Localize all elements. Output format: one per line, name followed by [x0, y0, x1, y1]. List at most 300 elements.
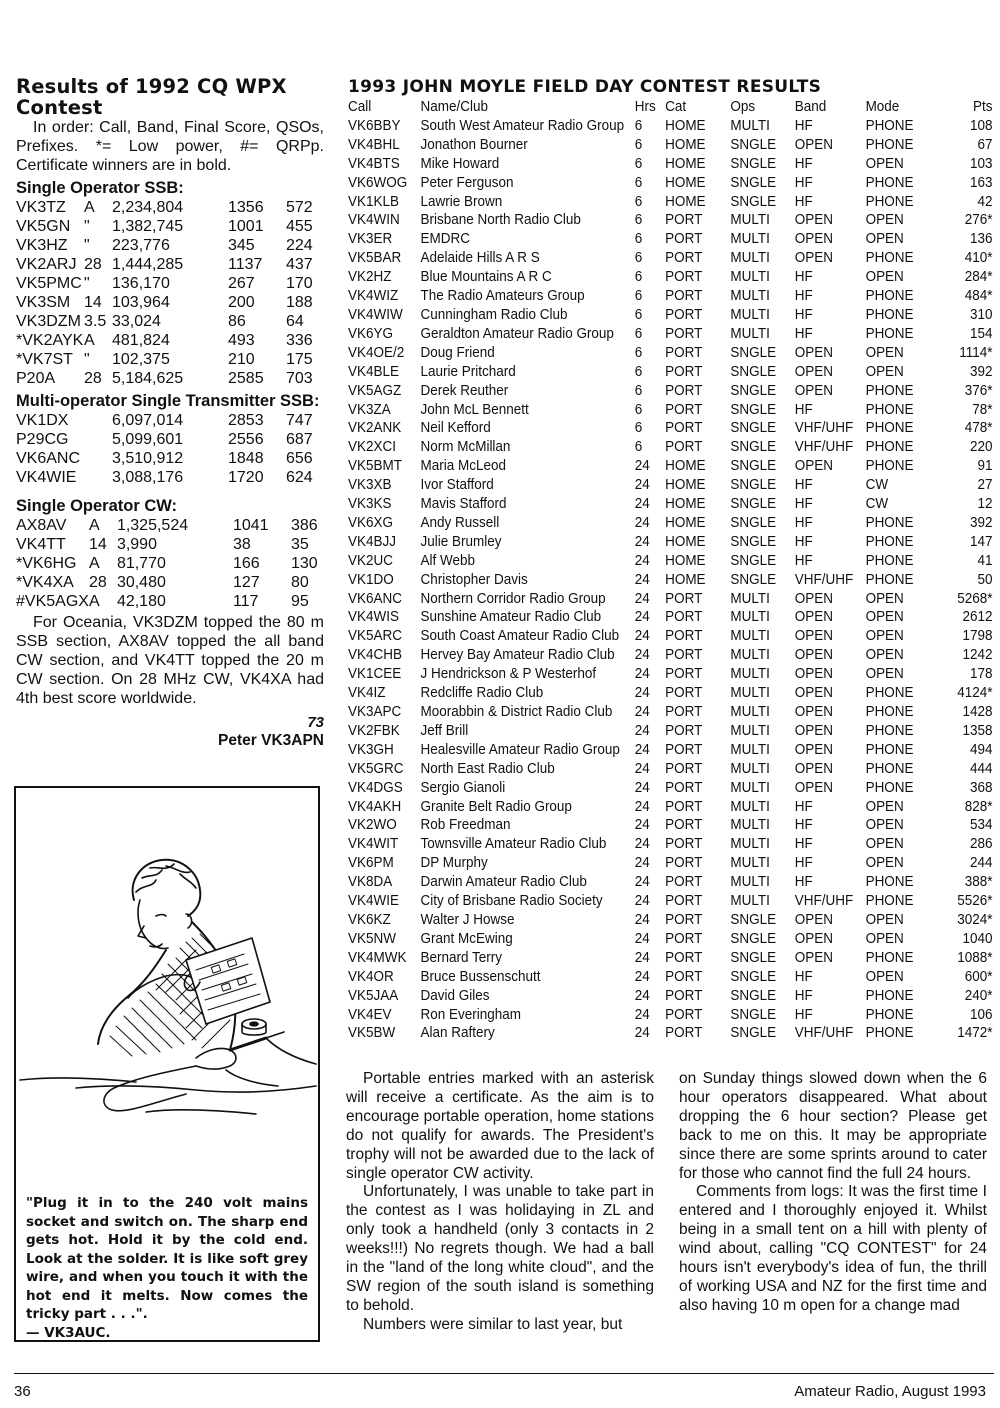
table-row: [348, 514, 992, 533]
table-cell: PHONE: [865, 741, 914, 758]
table-cell: VK4BLE: [348, 363, 399, 380]
table-cell: 481,824: [112, 332, 170, 349]
table-cell: VK4BTS: [348, 155, 400, 172]
table-cell: 95: [290, 593, 309, 610]
table-cell: 6: [634, 306, 643, 323]
table-cell: Alan Raftery: [420, 1025, 495, 1042]
table-cell: A: [84, 199, 95, 216]
table-cell: OPEN: [794, 949, 833, 966]
table-row: [348, 779, 992, 798]
cartoon-caption-text: "Plug it in to the 240 volt mains socket and switch on. The sharp end gets hot. Hold it by the cold end. Look at the solder. It is like soft grey wire, and when you touch it with the hot end it melts. Now comes the tricky part . . .".: [26, 1195, 308, 1322]
table-cell: 24: [634, 704, 650, 720]
table-cell: 24: [634, 514, 650, 531]
table-row: [348, 854, 992, 873]
author-signature: Peter VK3APN: [218, 732, 324, 749]
table-cell: Granite Belt Radio Group: [420, 798, 572, 815]
table-cell: 24: [634, 722, 650, 739]
table-cell: OPEN: [865, 155, 904, 172]
table-cell: 24: [634, 685, 650, 702]
table-cell: PHONE: [865, 288, 914, 305]
table-cell: VK3XB: [348, 477, 392, 494]
table-cell: 24: [634, 609, 650, 626]
table-cell: 136,170: [112, 275, 170, 292]
table-cell: *VK2AYK: [16, 332, 84, 349]
table-cell: 286: [969, 836, 993, 853]
table-cell: PHONE: [865, 117, 914, 134]
table-row: [348, 968, 992, 987]
table-cell: 1137: [228, 256, 263, 273]
cartoon-box: [14, 786, 320, 1342]
table-cell: 478*: [964, 420, 993, 437]
table-cell: VK4WIN: [348, 212, 400, 229]
table-cell: VK5NW: [348, 930, 396, 947]
table-cell: VK6BBY: [348, 117, 401, 134]
column-header: Call: [348, 99, 372, 115]
table-cell: HF: [794, 533, 813, 550]
table-cell: VK5PMC: [16, 275, 82, 292]
table-cell: VHF/UHF: [794, 420, 854, 437]
table-cell: HF: [794, 987, 813, 1004]
table-cell: PHONE: [865, 193, 914, 210]
table-row: [16, 293, 324, 312]
table-row: [348, 401, 992, 420]
table-cell: MULTI: [730, 779, 770, 796]
table-cell: OPEN: [794, 666, 833, 683]
table-cell: Neil Kefford: [420, 420, 491, 437]
table-cell: PHONE: [865, 893, 914, 910]
table-cell: VK3HZ: [16, 237, 68, 254]
table-cell: 386: [290, 517, 318, 534]
table-cell: Derek Reuther: [420, 382, 509, 399]
table-cell: 6,097,014: [112, 412, 184, 429]
table-cell: PORT: [665, 306, 703, 323]
table-row: [348, 136, 992, 155]
table-cell: OPEN: [865, 911, 904, 928]
table-cell: OPEN: [794, 779, 833, 796]
table-cell: MULTI: [730, 590, 770, 607]
table-cell: John McL Bennett: [420, 401, 529, 418]
table-cell: MULTI: [730, 704, 770, 720]
table-row: [348, 1024, 992, 1043]
column-header: Cat: [665, 99, 687, 115]
table-cell: SNGLE: [730, 420, 777, 437]
table-cell: ": [84, 218, 90, 235]
table-cell: VK2ARJ: [16, 256, 77, 273]
table-cell: HOME: [665, 496, 706, 513]
table-cell: 1242: [962, 647, 993, 664]
table-cell: PORT: [665, 685, 703, 702]
table-cell: VK2FBK: [348, 722, 400, 739]
table-cell: Hervey Bay Amateur Radio Club: [420, 647, 615, 664]
table-cell: 163: [969, 174, 993, 191]
table-cell: 310: [969, 306, 993, 323]
table-cell: VK6ANC: [16, 450, 81, 467]
table-row: [348, 816, 992, 835]
table-cell: 2,234,804: [112, 199, 184, 216]
table-cell: 240*: [964, 987, 993, 1004]
table-cell: OPEN: [865, 930, 904, 947]
table-cell: OPEN: [794, 136, 833, 153]
table-cell: 24: [634, 647, 650, 664]
table-cell: 223,776: [112, 237, 170, 254]
table-cell: HOME: [665, 136, 706, 153]
table-cell: HF: [794, 514, 813, 531]
table-cell: PHONE: [865, 401, 914, 418]
table-cell: 6: [634, 288, 643, 305]
table-cell: PHONE: [865, 174, 914, 191]
table-cell: 5,184,625: [112, 370, 184, 387]
table-row: [348, 949, 992, 968]
table-cell: SNGLE: [730, 477, 777, 494]
table-cell: SNGLE: [730, 987, 777, 1004]
table-cell: VK4WIS: [348, 609, 399, 626]
table-cell: OPEN: [794, 911, 833, 928]
table-cell: 127: [232, 574, 260, 591]
table-cell: PORT: [665, 439, 703, 456]
table-cell: OPEN: [794, 212, 833, 229]
table-cell: OPEN: [794, 344, 833, 361]
table-cell: VK1DX: [16, 412, 69, 429]
table-cell: CW: [865, 496, 889, 513]
table-cell: PORT: [665, 212, 703, 229]
table-cell: ": [84, 237, 90, 254]
table-cell: 572: [286, 199, 313, 216]
wpx-section-heading: Single Operator SSB:: [16, 179, 184, 197]
table-cell: David Giles: [420, 987, 490, 1004]
table-cell: 5268*: [957, 590, 993, 607]
table-cell: Darwin Amateur Radio Club: [420, 874, 587, 891]
table-cell: 444: [969, 760, 993, 777]
table-cell: PORT: [665, 590, 703, 607]
table-cell: OPEN: [865, 817, 904, 834]
table-cell: Christopher Davis: [420, 571, 528, 588]
table-cell: 6: [634, 193, 643, 210]
table-cell: OPEN: [794, 628, 833, 645]
table-cell: HF: [794, 798, 813, 815]
table-cell: 117: [232, 593, 259, 610]
table-cell: VK3TZ: [16, 199, 66, 216]
table-cell: PORT: [665, 911, 703, 928]
table-cell: Peter Ferguson: [420, 174, 514, 191]
table-cell: Jeff Brill: [420, 722, 469, 739]
table-cell: SNGLE: [730, 155, 777, 172]
table-cell: PORT: [665, 760, 703, 777]
table-cell: 1720: [228, 469, 264, 486]
table-cell: 5526*: [957, 893, 993, 910]
table-cell: VK4OE/2: [348, 344, 405, 361]
table-cell: VK2ANK: [348, 420, 402, 437]
table-cell: VK4MWK: [348, 949, 407, 966]
table-row: [348, 665, 992, 684]
table-cell: PORT: [665, 325, 703, 342]
table-cell: HOME: [665, 514, 706, 531]
table-row: [16, 198, 324, 217]
table-row: [348, 155, 992, 174]
table-row: [348, 363, 992, 382]
table-row: [348, 873, 992, 892]
table-row: [348, 419, 992, 438]
table-cell: VK4WIZ: [348, 288, 399, 305]
table-cell: VK6XG: [348, 514, 393, 531]
table-cell: South West Amateur Radio Group: [420, 117, 625, 134]
table-cell: 1848: [228, 450, 264, 467]
table-cell: 6: [634, 155, 643, 172]
table-row: [16, 468, 324, 487]
table-cell: VK3APC: [348, 704, 402, 720]
table-cell: 1798: [962, 628, 993, 645]
table-row: [16, 430, 324, 449]
table-header-row: [348, 98, 992, 117]
table-row: [16, 350, 324, 369]
table-row: [348, 911, 992, 930]
table-row: [348, 684, 992, 703]
table-cell: 38: [232, 536, 251, 553]
table-cell: SNGLE: [730, 552, 777, 569]
table-cell: OPEN: [794, 722, 833, 739]
table-cell: PORT: [665, 722, 703, 739]
table-cell: A: [84, 332, 95, 349]
table-row: [348, 230, 992, 249]
table-cell: PORT: [665, 798, 703, 815]
table-cell: PHONE: [865, 722, 914, 739]
table-cell: PORT: [665, 628, 703, 645]
table-cell: 534: [969, 817, 993, 834]
table-cell: VK4WIW: [348, 306, 403, 323]
column-header: Ops: [730, 99, 756, 115]
table-cell: HF: [794, 306, 813, 323]
table-cell: 6: [634, 439, 643, 456]
table-cell: 103: [969, 155, 993, 172]
table-cell: 747: [286, 412, 313, 429]
column-header: Band: [794, 99, 827, 115]
table-cell: 276*: [964, 212, 993, 229]
table-cell: 24: [634, 571, 650, 588]
table-row: [16, 331, 324, 350]
wpx-intro: In order: Call, Band, Final Score, QSOs, Prefixes. *= Low power, #= QRPp. Certificate winners are in bold.: [16, 119, 324, 174]
table-cell: 4124*: [957, 685, 993, 702]
table-cell: OPEN: [865, 344, 904, 361]
table-cell: HF: [794, 496, 813, 513]
table-cell: VK2XCI: [348, 439, 396, 456]
table-cell: HOME: [665, 193, 706, 210]
footer-rule: [14, 1373, 994, 1374]
table-cell: Ivor Stafford: [420, 477, 494, 494]
table-cell: VK3KS: [348, 496, 392, 513]
table-row: [16, 516, 324, 535]
table-cell: Sunshine Amateur Radio Club: [420, 609, 602, 626]
table-cell: 6: [634, 363, 643, 380]
table-cell: 24: [634, 893, 650, 910]
table-cell: VK3GH: [348, 741, 394, 758]
table-cell: PHONE: [865, 571, 914, 588]
table-row: [348, 835, 992, 854]
table-cell: SNGLE: [730, 930, 777, 947]
table-cell: HOME: [665, 552, 706, 569]
table-row: [348, 987, 992, 1006]
table-cell: OPEN: [865, 968, 904, 985]
table-cell: HF: [794, 855, 813, 872]
table-cell: 24: [634, 779, 650, 796]
article-paragraph: on Sunday things slowed down when the 6 hour operators disappeared. What about dropping the 6 hour section? Please get back to me on this. It may be appropriate since there are some sprints around to cater for those who cannot find the full 24 hours.: [679, 1070, 987, 1182]
table-cell: 24: [634, 458, 650, 475]
table-cell: 224: [286, 237, 313, 254]
table-cell: Mike Howard: [420, 155, 500, 172]
table-cell: VK3DZM: [16, 313, 81, 330]
table-row: [348, 1006, 992, 1025]
table-row: [16, 554, 324, 573]
table-cell: Bruce Bussenschutt: [420, 968, 541, 985]
table-cell: 6: [634, 231, 643, 248]
table-cell: OPEN: [794, 647, 833, 664]
publication-line: Amateur Radio, August 1993: [794, 1383, 986, 1400]
table-cell: 1472*: [957, 1025, 993, 1042]
table-row: [16, 217, 324, 236]
table-cell: 147: [969, 533, 993, 550]
table-cell: 267: [228, 275, 255, 292]
table-cell: 1356: [228, 199, 264, 216]
table-cell: PHONE: [865, 250, 914, 267]
table-cell: PORT: [665, 741, 703, 758]
table-cell: 24: [634, 1025, 650, 1042]
table-cell: 106: [969, 1006, 993, 1023]
table-cell: A: [88, 555, 100, 572]
table-cell: 6: [634, 250, 643, 267]
table-cell: HOME: [665, 174, 706, 191]
table-row: [16, 573, 324, 592]
table-cell: 3.5: [84, 313, 107, 330]
table-row: [348, 174, 992, 193]
table-cell: ": [84, 275, 90, 292]
table-cell: PORT: [665, 949, 703, 966]
table-cell: 24: [634, 477, 650, 494]
table-row: [348, 741, 992, 760]
table-cell: 1114*: [959, 344, 993, 361]
table-cell: Cunningham Radio Club: [420, 306, 568, 323]
table-cell: 368: [969, 779, 993, 796]
table-cell: OPEN: [865, 836, 904, 853]
table-cell: Sergio Gianoli: [420, 779, 506, 796]
table-cell: SNGLE: [730, 193, 777, 210]
table-cell: HF: [794, 1006, 813, 1023]
table-cell: OPEN: [865, 855, 904, 872]
table-cell: 3024*: [957, 911, 993, 928]
table-cell: PHONE: [865, 760, 914, 777]
single-op-ssb-table: [16, 198, 324, 388]
table-cell: 600*: [964, 968, 993, 985]
table-cell: 24: [634, 930, 650, 947]
table-cell: PORT: [665, 893, 703, 910]
table-cell: 154: [969, 325, 993, 342]
table-row: [348, 325, 992, 344]
table-row: [348, 268, 992, 287]
table-cell: 3,088,176: [112, 469, 184, 486]
table-cell: MULTI: [730, 325, 770, 342]
table-cell: OPEN: [865, 363, 904, 380]
table-cell: PORT: [665, 874, 703, 891]
table-cell: PHONE: [865, 533, 914, 550]
table-cell: 130: [290, 555, 318, 572]
table-cell: 178: [969, 666, 993, 683]
table-cell: 175: [286, 351, 313, 368]
table-cell: MULTI: [730, 212, 770, 229]
table-cell: 6: [634, 269, 643, 286]
table-cell: Julie Brumley: [420, 533, 502, 550]
table-cell: 24: [634, 987, 650, 1004]
table-cell: PHONE: [865, 552, 914, 569]
table-cell: VK6YG: [348, 325, 393, 342]
table-cell: 2853: [228, 412, 264, 429]
table-cell: 1001: [228, 218, 264, 235]
table-cell: MULTI: [730, 893, 770, 910]
soldering-cartoon-illustration: [16, 788, 318, 1188]
table-cell: OPEN: [865, 212, 904, 229]
table-row: [16, 369, 324, 388]
table-cell: PORT: [665, 288, 703, 305]
table-cell: SNGLE: [730, 136, 777, 153]
table-cell: PORT: [665, 344, 703, 361]
table-cell: SNGLE: [730, 911, 777, 928]
table-cell: 455: [286, 218, 313, 235]
table-cell: Healesville Amateur Radio Group: [420, 741, 620, 758]
table-cell: OPEN: [794, 704, 833, 720]
table-cell: The Radio Amateurs Group: [420, 288, 585, 305]
table-cell: EMDRC: [420, 231, 470, 248]
table-cell: VK5GN: [16, 218, 71, 235]
table-cell: VK3SM: [16, 294, 71, 311]
table-cell: Norm McMillan: [420, 439, 511, 456]
table-cell: PORT: [665, 666, 703, 683]
table-cell: OPEN: [794, 609, 833, 626]
table-cell: VK6ANC: [348, 590, 402, 607]
table-cell: 376*: [964, 382, 993, 399]
table-cell: North East Radio Club: [420, 760, 555, 777]
table-cell: MULTI: [730, 306, 770, 323]
table-cell: PHONE: [865, 458, 914, 475]
table-cell: VK6PM: [348, 855, 394, 872]
table-cell: VK4EV: [348, 1006, 392, 1023]
table-cell: 6: [634, 117, 643, 134]
table-cell: 828*: [964, 798, 993, 815]
table-cell: HF: [794, 401, 813, 418]
table-row: [348, 495, 992, 514]
table-cell: PORT: [665, 231, 703, 248]
table-cell: PORT: [665, 836, 703, 853]
table-cell: A: [88, 593, 100, 610]
table-cell: VK5JAA: [348, 987, 399, 1004]
table-cell: 42,180: [116, 593, 166, 610]
table-row: [348, 590, 992, 609]
table-cell: PHONE: [865, 1006, 914, 1023]
table-cell: PHONE: [865, 439, 914, 456]
table-cell: 392: [969, 514, 993, 531]
table-row: [16, 449, 324, 468]
table-cell: VK5BMT: [348, 458, 402, 475]
wpx-title: Results of 1992 CQ WPX Contest: [16, 75, 287, 119]
table-cell: 244: [969, 855, 993, 872]
table-cell: VK5BW: [348, 1025, 396, 1042]
table-cell: VK2HZ: [348, 269, 392, 286]
table-cell: PHONE: [865, 306, 914, 323]
table-cell: 656: [286, 450, 313, 467]
table-cell: A: [88, 517, 100, 534]
table-row: [16, 411, 324, 430]
table-cell: 6: [634, 325, 643, 342]
table-cell: VK4WIT: [348, 836, 399, 853]
wpx-section-heading: Multi-operator Single Transmitter SSB:: [16, 392, 320, 410]
table-cell: Walter J Howse: [420, 911, 515, 928]
table-cell: PORT: [665, 704, 703, 720]
table-row: [348, 476, 992, 495]
